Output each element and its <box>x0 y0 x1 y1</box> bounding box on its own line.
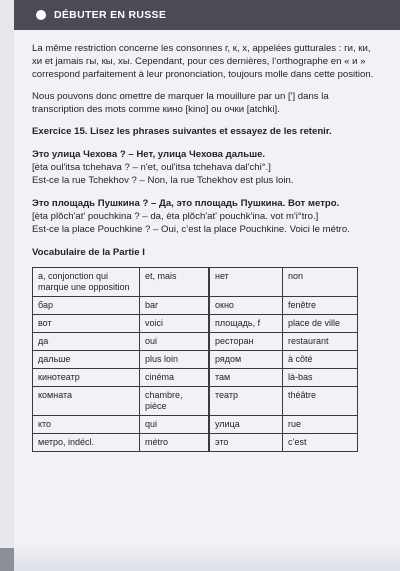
vocab-russian-word: да <box>33 333 140 351</box>
table-row <box>33 369 358 387</box>
table-row <box>33 351 358 369</box>
header-bar <box>14 0 400 30</box>
vocab-russian-word: рядом <box>209 351 283 369</box>
vocab-russian-word: нет <box>209 268 283 297</box>
exercise-block-1 <box>32 148 380 187</box>
vocab-russian-word: вот <box>33 315 140 333</box>
vocab-french-meaning: cinéma <box>140 369 210 387</box>
exercise-block-2 <box>32 197 380 236</box>
vocab-french-meaning: métro <box>140 434 210 452</box>
vocab-french-meaning: là-bas <box>283 369 358 387</box>
page-content <box>32 42 380 452</box>
vocab-french-meaning: rue <box>283 416 358 434</box>
paragraph-mouillure: Nous pouvons donc omettre de marquer la mouillure par un ['] dans la transcription des mots comme кино [kino] ou очки [atchki]. <box>32 91 329 115</box>
exercise-title: Exercice 15. Lisez les phrases suivantes et essayez de les retenir. <box>32 126 332 137</box>
vocab-russian-word: это <box>209 434 283 452</box>
vocab-french-meaning: oui <box>140 333 210 351</box>
bottom-band <box>14 545 400 571</box>
vocab-russian-word: театр <box>209 387 283 416</box>
vocab-russian-word: бар <box>33 297 140 315</box>
vocab-russian-word: кто <box>33 416 140 434</box>
bullet-dot-icon <box>36 10 46 20</box>
table-row <box>33 434 358 452</box>
vocabulary-table <box>32 267 358 452</box>
paragraph-restriction: La même restriction concerne les consonnes г, к, х, appelées gutturales : ги, ки, хи et jamais гы, кы, хы. Cependant, pour ces dernières, l’orthographe en « и » correspond parfaitement à leur prononciation, toujours molle dans cette position. <box>32 43 374 80</box>
vocab-french-meaning: place de ville <box>283 315 358 333</box>
vocab-russian-word: площадь, f <box>209 315 283 333</box>
exercise-russian-line: Это улица Чехова ? – Нет, улица Чехова дальше. <box>32 149 266 160</box>
vocab-russian-word: комната <box>33 387 140 416</box>
table-row <box>33 297 358 315</box>
exercise-french-line: Est-ce la rue Tchekhov ? – Non, la rue Tchekhov est plus loin. <box>32 175 294 186</box>
table-row <box>33 315 358 333</box>
table-row <box>33 416 358 434</box>
vocabulary-title: Vocabulaire de la Partie I <box>32 247 145 258</box>
vocab-french-meaning: théâtre <box>283 387 358 416</box>
table-row <box>33 333 358 351</box>
exercise-french-line: Est-ce la place Pouchkine ? – Oui, c’est la place Pouchkine. Voici le métro. <box>32 224 350 235</box>
vocab-russian-word: улица <box>209 416 283 434</box>
vocab-russian-word: дальше <box>33 351 140 369</box>
vocab-french-meaning: non <box>283 268 358 297</box>
vocab-french-meaning: chambre, pièce <box>140 387 210 416</box>
vocab-french-meaning: plus loin <box>140 351 210 369</box>
exercise-transcription-line: [èta plŏch'at' pouchkina ? – da, èta plŏch'at' pouchk'ina. vot m'i°tro.] <box>32 211 319 222</box>
vocab-russian-word: метро, indécl. <box>33 434 140 452</box>
vocab-french-meaning: bar <box>140 297 210 315</box>
bottom-edge-strip <box>0 548 14 571</box>
vocab-russian-word: ресторан <box>209 333 283 351</box>
vocab-french-meaning: qui <box>140 416 210 434</box>
vocab-french-meaning: restaurant <box>283 333 358 351</box>
table-row <box>33 268 358 297</box>
vocab-russian-word: a, conjonction qui marque une opposition <box>33 268 140 297</box>
vocab-russian-word: окно <box>209 297 283 315</box>
vocab-french-meaning: voici <box>140 315 210 333</box>
table-row <box>33 387 358 416</box>
vocab-russian-word: кинотеатр <box>33 369 140 387</box>
vocab-french-meaning: et, mais <box>140 268 210 297</box>
vocab-french-meaning: fenêtre <box>283 297 358 315</box>
vocabulary-table-body <box>33 268 358 452</box>
vocab-french-meaning: c’est <box>283 434 358 452</box>
vocab-french-meaning: à côté <box>283 351 358 369</box>
header-title: DÉBUTER EN RUSSE <box>54 9 167 21</box>
exercise-transcription-line: [èta oul'itsa tchehava ? – n'et, oul'itsa tchehava dal'chi°.] <box>32 162 271 173</box>
vocab-russian-word: там <box>209 369 283 387</box>
exercise-russian-line: Это площадь Пушкина ? – Да, это площадь Пушкина. Вот метро. <box>32 198 340 209</box>
